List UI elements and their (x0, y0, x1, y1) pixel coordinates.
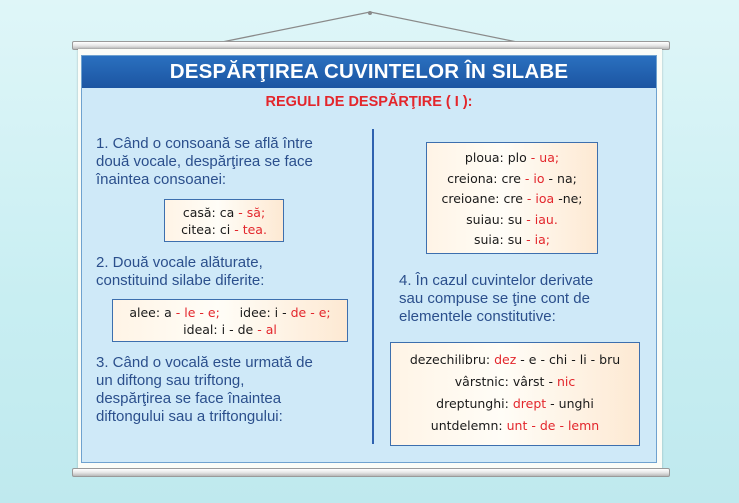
example-word: dreptunghi: (436, 396, 509, 411)
syllable: e (528, 352, 537, 367)
hyphen: - (524, 170, 530, 186)
syllable: ca (219, 205, 235, 220)
column-divider (372, 129, 374, 444)
syllable: bru (599, 352, 621, 367)
syllable: e; (207, 305, 220, 320)
hyphen: - (199, 305, 204, 320)
syllable: plo (507, 150, 527, 165)
example-box-2 (112, 299, 348, 342)
rule-line: un diftong sau triftong, (96, 372, 245, 389)
example-word: alee: (129, 305, 161, 320)
syllable: le (184, 305, 196, 320)
syllable: al (265, 322, 277, 337)
syllable: dez (494, 352, 517, 367)
syllable: unt (506, 418, 528, 433)
hyphen: - (257, 322, 262, 337)
hyphen: - (550, 396, 555, 411)
poster-title: DESPĂRŢIREA CUVINTELOR ÎN SILABE (82, 56, 656, 88)
hyphen: - (571, 352, 576, 367)
example-line (427, 189, 597, 210)
syllable: vârst (512, 374, 545, 389)
hyphen: - (548, 170, 554, 186)
syllable: li (579, 352, 587, 367)
example-word: ploua: (464, 150, 504, 165)
hyphen: - (559, 418, 564, 433)
syllable: io (533, 170, 545, 186)
rule-line: două vocale, despărţirea se face (96, 153, 313, 170)
rule-line: 1. Când o consoană se află între (96, 135, 313, 152)
hyphen: - (229, 322, 234, 337)
syllable: su (507, 211, 523, 227)
hyphen: - (282, 305, 287, 320)
syllable: ua; (539, 150, 560, 165)
example-word: ideal: (183, 322, 218, 337)
hyphen: - (310, 305, 315, 320)
syllable: lemn (567, 418, 600, 433)
syllable: drept (512, 396, 547, 411)
rule-3 (96, 354, 313, 426)
example-word: suia: (473, 232, 504, 247)
rule-line: 4. În cazul cuvintelor derivate (399, 272, 594, 289)
syllable: ia; (534, 232, 551, 247)
example-line (391, 349, 639, 371)
example-line (113, 304, 347, 321)
rule-2 (96, 254, 264, 290)
example-line (427, 230, 597, 251)
syllable: chi (548, 352, 568, 367)
rule-1 (96, 135, 313, 189)
syllable: su (507, 232, 523, 247)
example-word: creiona: (447, 170, 498, 186)
example-word: citea: (181, 222, 216, 237)
rule-line: diftongului sau a triftongului: (96, 408, 283, 425)
example-word: vârstnic: (454, 374, 509, 389)
syllable: nic (556, 374, 576, 389)
hyphen: - (548, 374, 553, 389)
hyphen: - (238, 205, 243, 220)
example-word: creioane: (441, 191, 500, 206)
syllable: -ne; (558, 191, 583, 206)
hyphen: - (590, 352, 596, 367)
example-box-4 (390, 342, 640, 446)
syllable: de (237, 322, 254, 337)
rule-line: 3. Când o vocală este urmată de (96, 354, 313, 371)
hyphen: - (234, 222, 239, 237)
example-word: idee: (239, 305, 271, 320)
syllable: i (221, 322, 226, 337)
example-line (165, 204, 283, 221)
syllable: de (290, 305, 307, 320)
rule-line: sau compuse se ţine cont de (399, 290, 590, 307)
syllable: i (274, 305, 279, 320)
example-line (391, 415, 639, 437)
poster-panel (81, 55, 657, 463)
rule-line: elementele constitutive: (399, 308, 556, 325)
syllable: de (539, 418, 556, 433)
example-line (427, 210, 597, 231)
syllable: tea. (242, 222, 267, 237)
rule-4 (399, 272, 593, 326)
example-word: suiau: (466, 211, 504, 227)
hyphen: - (540, 352, 545, 367)
rule-line: despărţirea se face înaintea (96, 390, 282, 407)
poster (78, 49, 662, 469)
syllable: ci (219, 222, 231, 237)
example-box-3 (426, 142, 598, 254)
example-word: casă: (182, 205, 216, 220)
hyphen: - (175, 305, 181, 320)
syllable: a (164, 305, 172, 320)
syllable: ioa (535, 191, 555, 206)
example-line (427, 148, 597, 169)
example-line (391, 393, 639, 415)
example-line (427, 169, 597, 190)
syllable: unghi (558, 396, 594, 411)
syllable: să; (246, 205, 266, 220)
example-word: untdelemn: (430, 418, 503, 433)
syllable: cre (501, 170, 521, 186)
hyphen: - (520, 352, 525, 367)
example-word: dezechilibru: (409, 352, 491, 367)
hyphen: - (526, 191, 532, 206)
hyphen: - (530, 150, 536, 165)
hyphen: - (526, 232, 531, 247)
rule-line: constituind silabe diferite: (96, 272, 265, 289)
rule-line: 2. Două vocale alăturate, (96, 254, 263, 271)
example-line (165, 221, 283, 238)
syllable: cre (503, 191, 523, 206)
bottom-rod (72, 468, 670, 477)
syllable: iau. (534, 211, 558, 227)
hyphen: - (526, 211, 531, 227)
example-line (391, 371, 639, 393)
hyphen: - (531, 418, 536, 433)
syllable: na; (557, 170, 577, 186)
example-line (113, 321, 347, 338)
rules-subtitle: REGULI DE DESPĂRŢIRE ( I ): (265, 94, 473, 110)
example-box-1 (164, 199, 284, 242)
rule-line: înaintea consoanei: (96, 171, 227, 188)
syllable: e; (318, 305, 331, 320)
